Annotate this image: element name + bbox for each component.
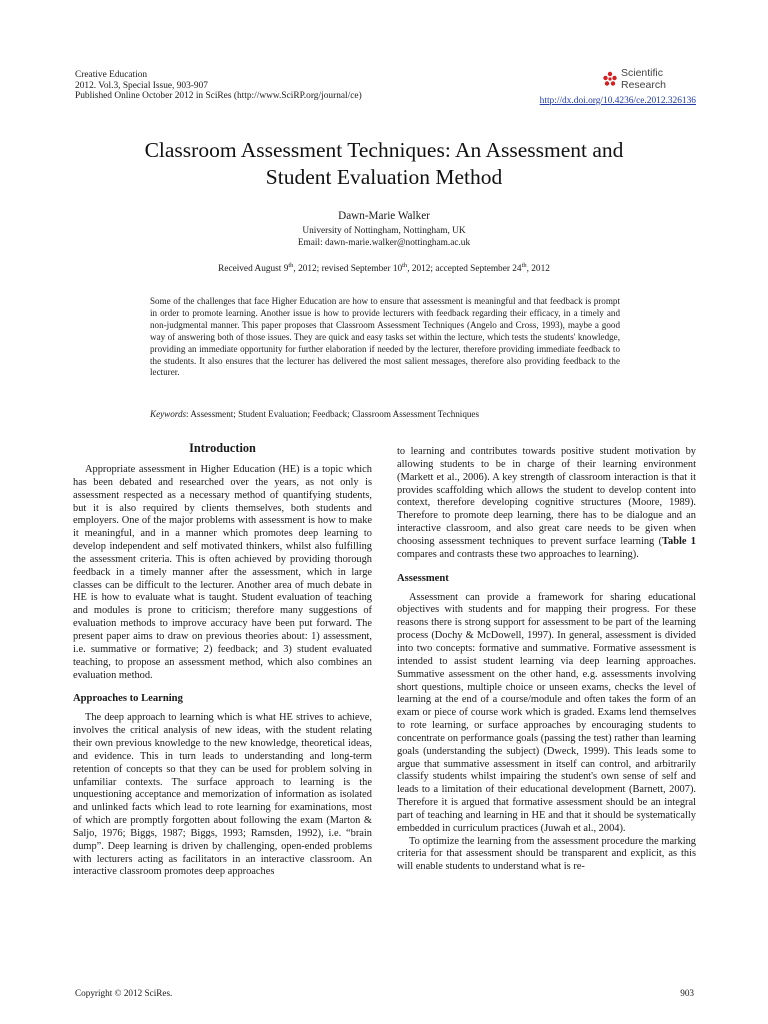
copyright: Copyright © 2012 SciRes. [75, 988, 173, 998]
abstract: Some of the challenges that face Higher Education are how to ensure that assessment is meaningful and that feedback is prompt in order to promote learning. Another issue is how to provide lecturers with feedback regarding their efficacy, in a timely and non-judgmental manner. This paper proposes that Classroom Assessment Techniques (Angelo and Cross, 1993), maybe a good way of answering both of those issues. They are quick and easy tasks set within the lecture, which tests the students' knowledge, providing an immediate opportunity for further elaboration if needed by the lecturer, therefore providing immediate feedback to the students. It also ensures that the lecturer has delivered the most salient messages, therefore also providing feedback to the lecturer. [150, 296, 620, 378]
page-number: 903 [680, 988, 694, 998]
approaches-heading: Approaches to Learning [73, 693, 183, 705]
keywords-label: Keywords [150, 409, 187, 419]
author-affiliation-block [0, 226, 768, 249]
doi-link[interactable]: http://dx.doi.org/10.4236/ce.2012.326136 [539, 96, 696, 106]
approaches-paragraph: The deep approach to learning which is what HE strives to achieve, involves the critical analysis of new ideas, with the student relating their own previous knowledge to the new knowledge, theoretical ideas, and evidence. This in turn leads to understanding and long-term retention of concepts so that they can be used for problem solving in unfamiliar contexts. The surface approach to learning is the unquestioning acceptance and memorization of information as isolated and unlinked facts which lead to rote learning for examinations, most of which are promptly forgotten about following the exam (Marton & Saljo, 1976; Biggs, 1987; Biggs, 1993; Ramsden, 1992), i.e. “brain dump”. Deep learning is driven by challenging, open-ended problems with lecturers acting as facilitators in an interactive classroom. An interactive classroom promotes deep approaches [73, 712, 372, 878]
keywords-list: : Assessment; Student Evaluation; Feedback; Classroom Assessment Techniques [186, 409, 479, 419]
left-column [73, 441, 372, 879]
assessment-paragraph-2: To optimize the learning from the assessment procedure the marking criteria for that assessment should be transparent and explicit, as this will enable students to understand what is re- [397, 835, 696, 873]
logo-text [621, 68, 666, 91]
author-name: Dawn-Marie Walker [338, 210, 430, 222]
journal-header [75, 70, 362, 102]
received-date: Received August 9 [218, 264, 289, 275]
logo-line-2: Research [621, 78, 666, 91]
table-reference[interactable]: Table 1 [662, 535, 696, 547]
journal-name: Creative Education [75, 70, 148, 80]
logo-line-1: Scientific [621, 67, 664, 79]
journal-published: Published Online October 2012 in SciRes (http://www.SciRP.org/journal/ce) [75, 91, 362, 102]
title-line-2: Student Evaluation Method [265, 165, 503, 189]
title-line-1: Classroom Assessment Techniques: An Assessment and [144, 138, 624, 162]
affiliation: University of Nottingham, Nottingham, UK [302, 226, 466, 236]
received-sup: th [288, 262, 294, 269]
accepted-sup: th [521, 262, 527, 269]
accepted-date: , 2012; accepted September 24 [407, 264, 522, 275]
revised-date: , 2012; revised September 10 [293, 264, 403, 275]
continued-text-end: compares and contrasts these two approaches to learning). [397, 548, 639, 560]
scirp-logo-icon [602, 71, 618, 87]
assessment-paragraph-1: Assessment can provide a framework for sharing educational objectives with students and for mapping their progress. For these reasons there is strong support for assessment to be part of the learning process (Dochy & McDowell, 1997). In general, assessment is divided into two concepts: formative and summative. Formative assessment is intended to assist student learning via deep learning approaches. Summative assessment on the other hand, e.g. assessments involving short questions, multiple choice or unseen exams, checks the level of learning at the end of a course/module and often takes the form of an exam or piece of course work which is graded. Exams lend themselves to rote learning, or surface approaches by encouraging students to concentrate on performance goals (passing the test) rather than learning goals (understanding the subject) (Dweck, 1999). This leads some to argue that summative assessment in itself can control, and arbitrarily classify students whilst impairing the student's own sense of self and leads to a limitation of their educational development (Barnett, 2007). Therefore it is argued that formative assessment should be an integral part of teaching and learning in HE and that it should be systematically embedded in curriculum practices (Juwah et al., 2004). [397, 591, 696, 834]
paper-title [0, 137, 768, 191]
keywords [150, 409, 620, 419]
right-column [397, 446, 696, 874]
continued-text: to learning and contributes towards positive student motivation by allowing students to be in charge of their learning environment (Markett et al., 2006). A key strength of classroom interaction is that it provides scaffolding which allows the student to develop content into context, therefore developing cognitive structures (Moore, 1989). Therefore to promote deep learning, there has to be dialogue and an interactive classroom, and also great care needs to be given when choosing assessment techniques to prevent surface learning ( [397, 446, 696, 547]
journal-volume: 2012. Vol.3, Special Issue, 903-907 [75, 80, 208, 91]
author-email: Email: dawn-marie.walker@nottingham.ac.uk [297, 237, 471, 248]
revised-sup: th [402, 262, 408, 269]
assessment-heading: Assessment [397, 572, 449, 584]
introduction-heading: Introduction [189, 441, 256, 455]
scientific-research-logo [602, 68, 702, 94]
accepted-year: , 2012 [526, 264, 550, 275]
introduction-paragraph: Appropriate assessment in Higher Education (HE) is a topic which has been debated and researched over the years, as not only is assessment respected as a necessary method of quantifying students, but it is also required by clients themselves, both students and employers. One of the major problems with assessment is how to make it meaningful, and in a manner which promotes deep learning to develop independent and self motivated thinkers, whilst also fulfilling the assessment criteria. This is often achieved by providing thorough feedback in a timely manner after the assessment, which in large classes can be difficult to the lecturer. Another area of much debate in HE is how to evaluate what is taught. Student evaluation of teaching and modules is prone to criticism; therefore many suggestions of evaluation methods to improve accuracy have been put forward. The present paper aims to draw on previous theories about: 1) assessment, i.e. summative or formative; 2) feedback; and 3) student evaluated teaching, to propose an assessment method, which also combines an evaluation method. [73, 464, 372, 681]
submission-dates [0, 262, 768, 274]
continued-paragraph [397, 446, 696, 562]
